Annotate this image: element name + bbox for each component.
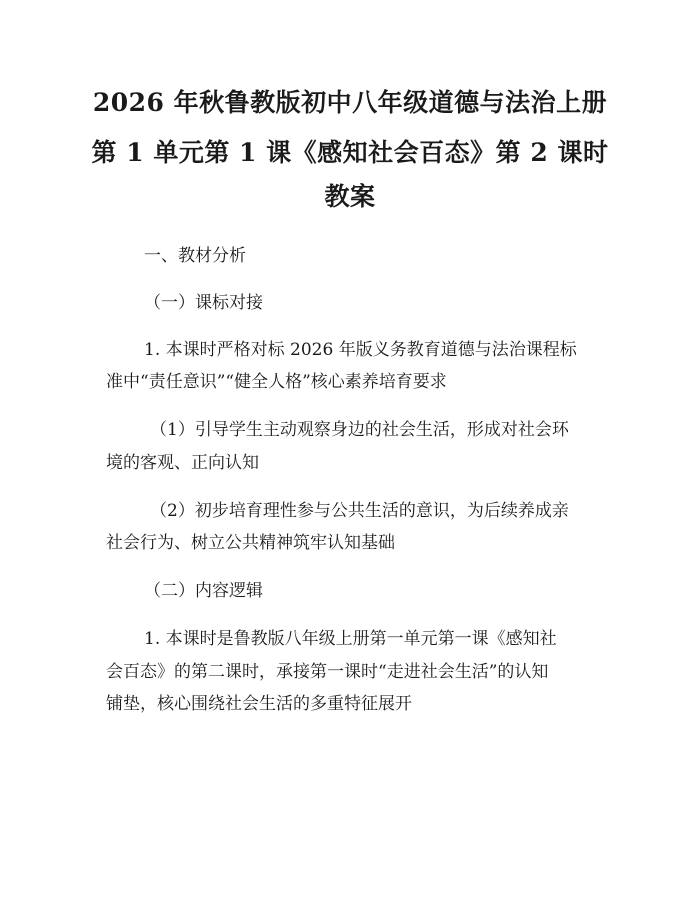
document-title-line-1: 2026 年秋鲁教版初中八年级道德与法治上册: [92, 88, 608, 117]
section-heading-textbook-analysis: 一、教材分析: [144, 246, 246, 266]
subsection-heading-content-logic: （二）内容逻辑: [144, 581, 263, 601]
paragraph-4-line-2: 会百态》的第二课时，承接第一课时“走进社会生活”的认知: [106, 662, 549, 682]
paragraph-3-line-2: 社会行为、树立公共精神筑牢认知基础: [106, 533, 395, 553]
paragraph-2-line-1: （1）引导学生主动观察身边的社会生活，形成对社会环: [150, 420, 569, 440]
paragraph-1-line-2: 准中“责任意识”“健全人格”核心素养培育要求: [106, 372, 447, 392]
paragraph-4-line-3: 铺垫，核心围绕社会生活的多重特征展开: [106, 694, 412, 714]
paragraph-1-line-1: 1. 本课时严格对标 2026 年版义务教育道德与法治课程标: [144, 340, 577, 360]
paragraph-2-line-2: 境的客观、正向认知: [106, 453, 259, 473]
paragraph-4-line-1: 1. 本课时是鲁教版八年级上册第一单元第一课《感知社: [144, 629, 557, 649]
document-title-line-3: 教案: [324, 182, 376, 211]
document-title-line-2: 第 1 单元第 1 课《感知社会百态》第 2 课时: [91, 138, 609, 167]
paragraph-3-line-1: （2）初步培育理性参与公共生活的意识，为后续养成亲: [150, 501, 569, 521]
subsection-heading-curriculum-alignment: （一）课标对接: [144, 293, 263, 313]
